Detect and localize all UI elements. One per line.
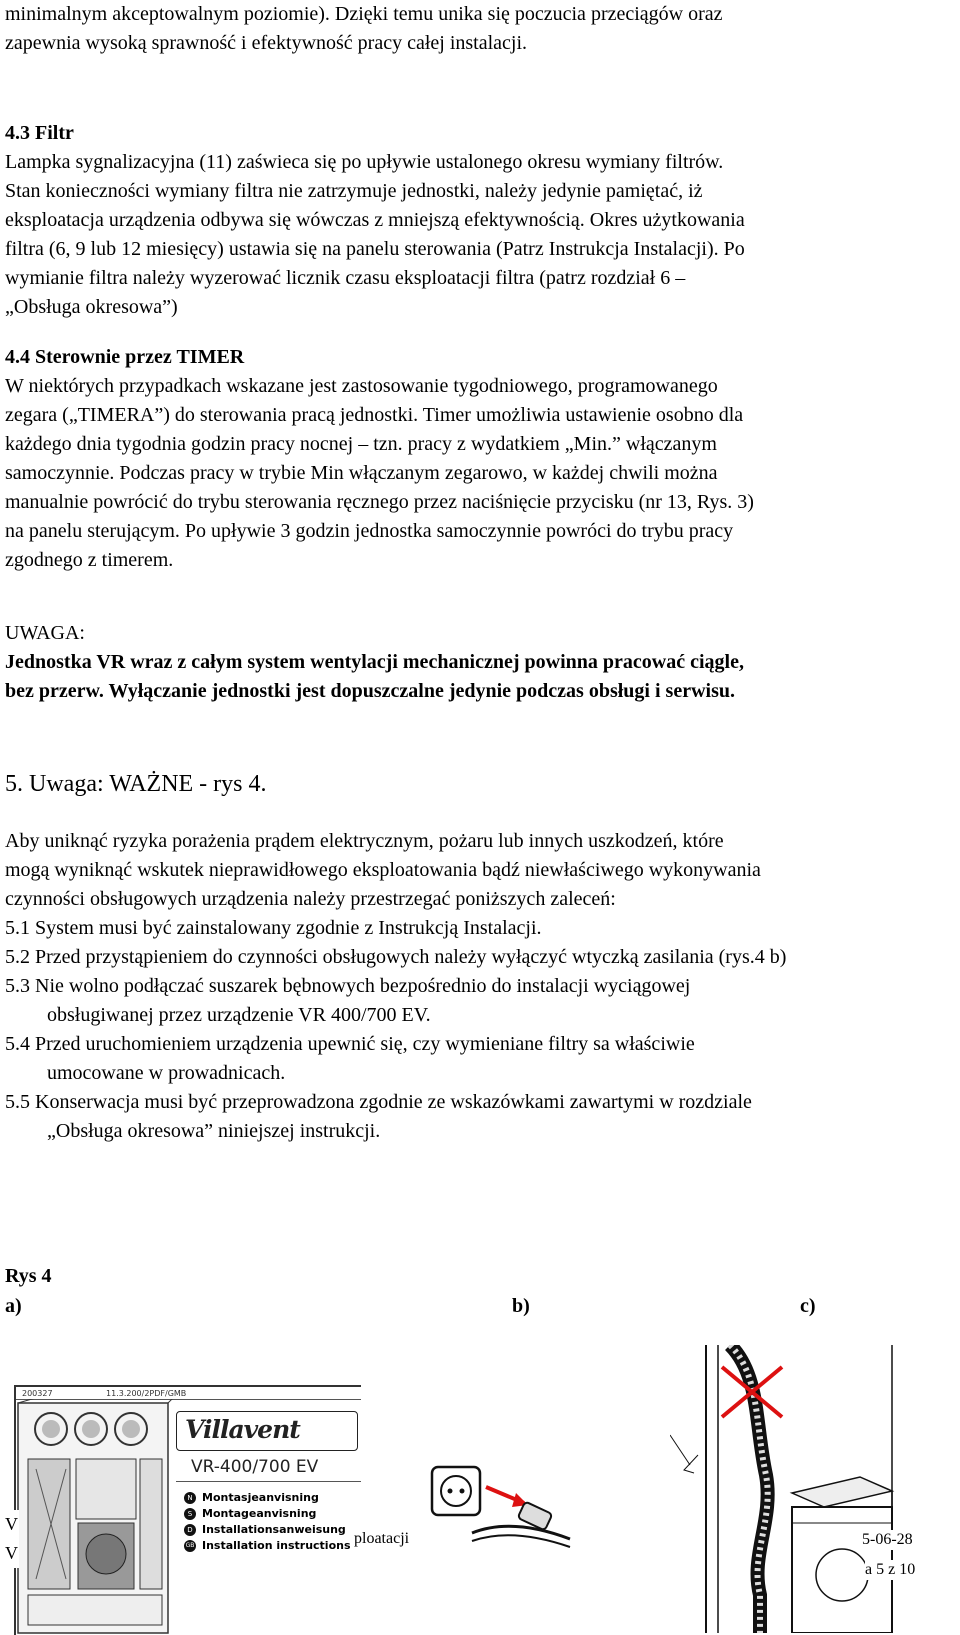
section-timer xyxy=(5,343,960,575)
language-item xyxy=(184,1507,359,1521)
list-item-continuation: „Obsługa okresowa” niniejszej instrukcji. xyxy=(47,1120,381,1142)
text-line: wymianie filtra należy wyzerować licznik czasu eksploatacji filtra (patrz rozdział 6 – xyxy=(5,267,686,289)
manual-code-left: 200327 xyxy=(22,1389,53,1398)
manual-code-right: 11.3.200/2PDF/GMB xyxy=(106,1389,187,1398)
text-line: zegara („TIMERA”) do sterowania pracą jednostki. Timer umożliwia ustawienie osobno dla xyxy=(5,404,744,426)
section-filter xyxy=(5,119,960,322)
list-item-continuation: obsługiwanej przez urządzenie VR 400/700 EV. xyxy=(47,1004,431,1026)
text-line: filtra (6, 9 lub 12 miesięcy) ustawia się na panelu sterowania (Patrz Instrukcja Instalacji). Po xyxy=(5,238,745,260)
text-line: czynności obsługowych urządzenia należy przestrzegać poniższych zaleceń: xyxy=(5,888,616,910)
footer-date: 5-06-28 xyxy=(862,1531,913,1548)
model-name: VR-400/700 EV xyxy=(191,1457,319,1477)
list-item: 5.1 System musi być zainstalowany zgodnie z Instrukcją Instalacji. xyxy=(5,917,542,939)
figure-title: Rys 4 xyxy=(5,1265,52,1287)
flag-icon: S xyxy=(184,1508,196,1520)
list-item-continuation: umocowane w prowadnicach. xyxy=(47,1062,286,1084)
brand-logo: Villavent xyxy=(185,1415,300,1444)
footer-middle: ploatacji xyxy=(354,1530,410,1547)
language-label: Montageanvisning xyxy=(202,1507,317,1520)
figure-label-c: c) xyxy=(800,1295,816,1317)
language-item xyxy=(184,1539,359,1553)
section-heading: 4.4 Sterownie przez TIMER xyxy=(5,346,245,368)
figure-c-dryer-duct xyxy=(670,1345,950,1633)
text-line: Aby uniknąć ryzyka porażenia prądem elektrycznym, pożaru lub innych uszkodzeń, które xyxy=(5,830,724,852)
language-item xyxy=(184,1523,359,1537)
text-line: „Obsługa okresowa”) xyxy=(5,296,178,318)
text-line: każdego dnia tygodnia godzin pracy nocnej – tzn. pracy z wydatkiem „Min.” włączanym xyxy=(5,433,717,455)
flag-icon: GB xyxy=(184,1540,196,1552)
text-line: na panelu sterującym. Po upływie 3 godzin jednostka samoczynnie powróci do trybu pracy xyxy=(5,520,734,542)
text-line: mogą wyniknąć wskutek nieprawidłowego eksploatowania bądź niewłaściwego wykonywania xyxy=(5,859,761,881)
list-item: 5.4 Przed uruchomieniem urządzenia upewnić się, czy wymieniane filtry sa właściwie xyxy=(5,1033,695,1055)
section-5-heading: 5. Uwaga: WAŻNE - rys 4. xyxy=(5,771,267,797)
footer-page-number: a 5 z 10 xyxy=(865,1561,916,1578)
warning-block xyxy=(5,619,960,706)
footer-left-line1: V xyxy=(5,1514,18,1534)
text-line: zgodnego z timerem. xyxy=(5,549,174,571)
language-item xyxy=(184,1491,359,1505)
footer-left xyxy=(5,1510,19,1568)
footer-left-line2: V xyxy=(5,1543,18,1563)
unit-drawing xyxy=(16,1399,176,1635)
list-item: 5.3 Nie wolno podłączać suszarek bębnowych bezpośrednio do instalacji wyciągowej xyxy=(5,975,691,997)
figure-b-socket-plug xyxy=(412,1455,572,1550)
language-list xyxy=(184,1491,359,1553)
language-label: Installationsanweisung xyxy=(202,1523,346,1536)
intro-paragraph xyxy=(5,0,955,58)
text-line: Stan konieczności wymiany filtra nie zatrzymuje jednostki, należy jedynie pamiętać, iż xyxy=(5,180,703,202)
brand-logo-box xyxy=(176,1411,358,1451)
language-label: Montasjeanvisning xyxy=(202,1491,319,1504)
text-line: eksploatacja urządzenia odbywa się wówczas z mniejszą efektywnością. Okres użytkowania xyxy=(5,209,745,231)
warning-line: bez przerw. Wyłączanie jednostki jest dopuszczalne jedynie podczas obsługi i serwisu. xyxy=(5,680,735,702)
section-heading: 4.3 Filtr xyxy=(5,122,74,144)
figure-a-manual-cover xyxy=(14,1385,361,1635)
text-line: Lampka sygnalizacyjna (11) zaświeca się po upływie ustalonego okresu wymiany filtrów. xyxy=(5,151,724,173)
text-line: zapewnia wysoką sprawność i efektywność pracy całej instalacji. xyxy=(5,32,528,54)
flag-icon: D xyxy=(184,1524,196,1536)
language-label: Installation instructions xyxy=(202,1539,351,1552)
section-5-body xyxy=(5,827,960,1146)
flag-icon: N xyxy=(184,1492,196,1504)
list-item: 5.2 Przed przystąpieniem do czynności obsługowych należy wyłączyć wtyczką zasilania (rys.4 b) xyxy=(5,946,787,968)
figure-label-b: b) xyxy=(512,1295,530,1317)
warning-line: Jednostka VR wraz z całym system wentylacji mechanicznej powinna pracować ciągle, xyxy=(5,651,744,673)
list-item: 5.5 Konserwacja musi być przeprowadzona zgodnie ze wskazówkami zawartymi w rozdziale xyxy=(5,1091,752,1113)
text-line: samoczynnie. Podczas pracy w trybie Min włączanym zegarowo, w każdej chwili można xyxy=(5,462,718,484)
warning-label: UWAGA: xyxy=(5,622,85,644)
text-line: W niektórych przypadkach wskazane jest zastosowanie tygodniowego, programowanego xyxy=(5,375,718,397)
figure-label-a: a) xyxy=(5,1295,22,1317)
text-line: minimalnym akceptowalnym poziomie). Dzięki temu unika się poczucia przeciągów oraz xyxy=(5,3,723,25)
text-line: manualnie powrócić do trybu sterowania ręcznego przez naciśnięcie przycisku (nr 13, Rys. 3) xyxy=(5,491,754,513)
